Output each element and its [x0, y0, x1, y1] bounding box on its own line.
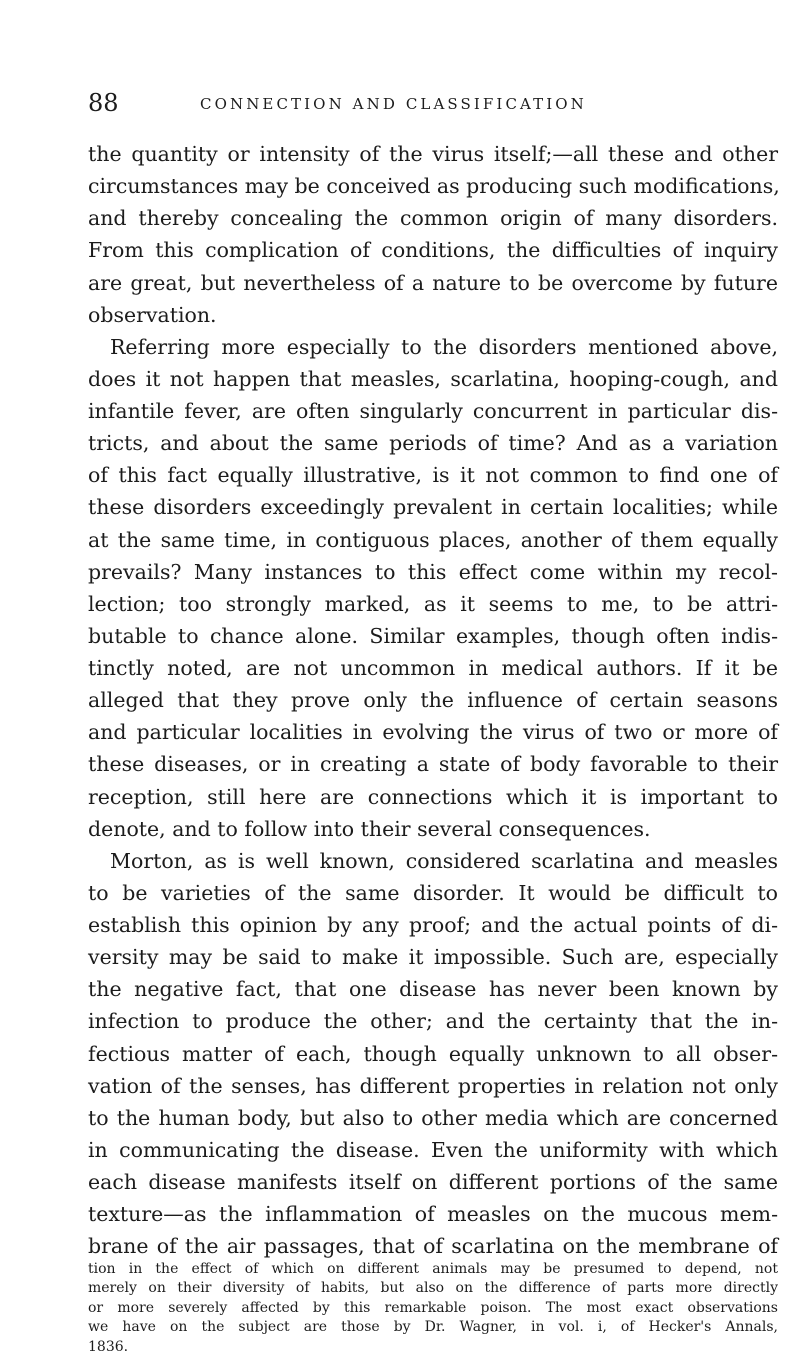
text-line: From this complication of conditions, the difficulties of inquiry — [88, 238, 778, 263]
page-number: 88 — [88, 89, 119, 117]
paragraph-start-line: Referring more especially to the disorders mentioned above, — [110, 334, 778, 359]
footnote-line: or more severely affected by this remarkable poison. The most exact observations — [88, 1299, 778, 1316]
footnote-line: tion in the effect of which on different animals may be presumed to depend, not — [88, 1261, 778, 1277]
text-line: these disorders exceedingly prevalent in certain localities; while — [88, 495, 778, 520]
text-line: reception, still here are connections which it is important to — [88, 784, 778, 809]
text-line: the negative fact, that one disease has never been known by — [88, 977, 778, 1002]
text-line: establish this opinion by any proof; and the actual points of di- — [88, 913, 778, 937]
text-line: at the same time, in contiguous places, another of them equally — [88, 527, 778, 552]
footnote-line: merely on their diversity of habits, but also on the difference of parts more directly — [88, 1280, 778, 1297]
text-line: prevails? Many instances to this effect come within my recol- — [88, 559, 778, 584]
text-line: in communicating the disease. Even the uniformity with which — [88, 1137, 778, 1162]
text-line: texture—as the inflammation of measles on the mucous mem- — [88, 1202, 778, 1227]
text-line: does it not happen that measles, scarlatina, hooping-cough, and — [88, 366, 778, 391]
footnote — [88, 1260, 778, 1357]
text-line: infantile fever, are often singularly concurrent in particular dis- — [88, 399, 778, 423]
text-line: and thereby concealing the common origin of many disorders. — [88, 206, 778, 231]
footnote-line: 1836. — [88, 1338, 129, 1355]
running-head: CONNECTION AND CLASSIFICATION — [200, 95, 587, 113]
footnote-line: we have on the subject are those by Dr. Wagner, in vol. i, of Hecker's Annals, — [88, 1319, 778, 1336]
text-line: tinctly noted, are not uncommon in medical authors. If it be — [88, 656, 778, 680]
text-line: brane of the air passages, that of scarlatina on the membrane of — [88, 1234, 778, 1259]
text-line: circumstances may be conceived as producing such modifications, — [88, 174, 780, 199]
text-line: infection to produce the other; and the certainty that the in- — [88, 1009, 778, 1034]
text-line: butable to chance alone. Similar examples, though often indis- — [88, 623, 778, 648]
text-line: tricts, and about the same periods of time? And as a variation — [88, 431, 778, 456]
text-line: vation of the senses, has different properties in relation not only — [88, 1073, 778, 1098]
text-line: versity may be said to make it impossible. Such are, especially — [88, 945, 778, 970]
text-line: to be varieties of the same disorder. It would be difficult to — [88, 880, 778, 905]
text-line: are great, but nevertheless of a nature to be overcome by future — [88, 270, 778, 295]
paragraph-start-line: Morton, as is well known, considered scarlatina and measles — [110, 848, 778, 873]
text-line: these diseases, or in creating a state of body favorable to their — [88, 752, 778, 777]
text-line: each disease manifests itself on different portions of the same — [88, 1170, 778, 1194]
text-line: observation. — [88, 302, 217, 327]
text-line: fectious matter of each, though equally unknown to all obser- — [88, 1041, 778, 1066]
text-line: to the human body, but also to other media which are concerned — [88, 1105, 778, 1130]
text-line: of this fact equally illustrative, is it not common to find one of — [88, 463, 778, 488]
page-header — [88, 88, 778, 118]
text-line: the quantity or intensity of the virus itself;—all these and other — [88, 142, 778, 166]
text-line: denote, and to follow into their several consequences. — [88, 816, 651, 841]
body-text — [88, 138, 778, 1262]
text-line: lection; too strongly marked, as it seems to me, to be attri- — [88, 591, 778, 616]
text-line: alleged that they prove only the influence of certain seasons — [88, 688, 778, 713]
text-line: and particular localities in evolving the virus of two or more of — [88, 720, 778, 745]
